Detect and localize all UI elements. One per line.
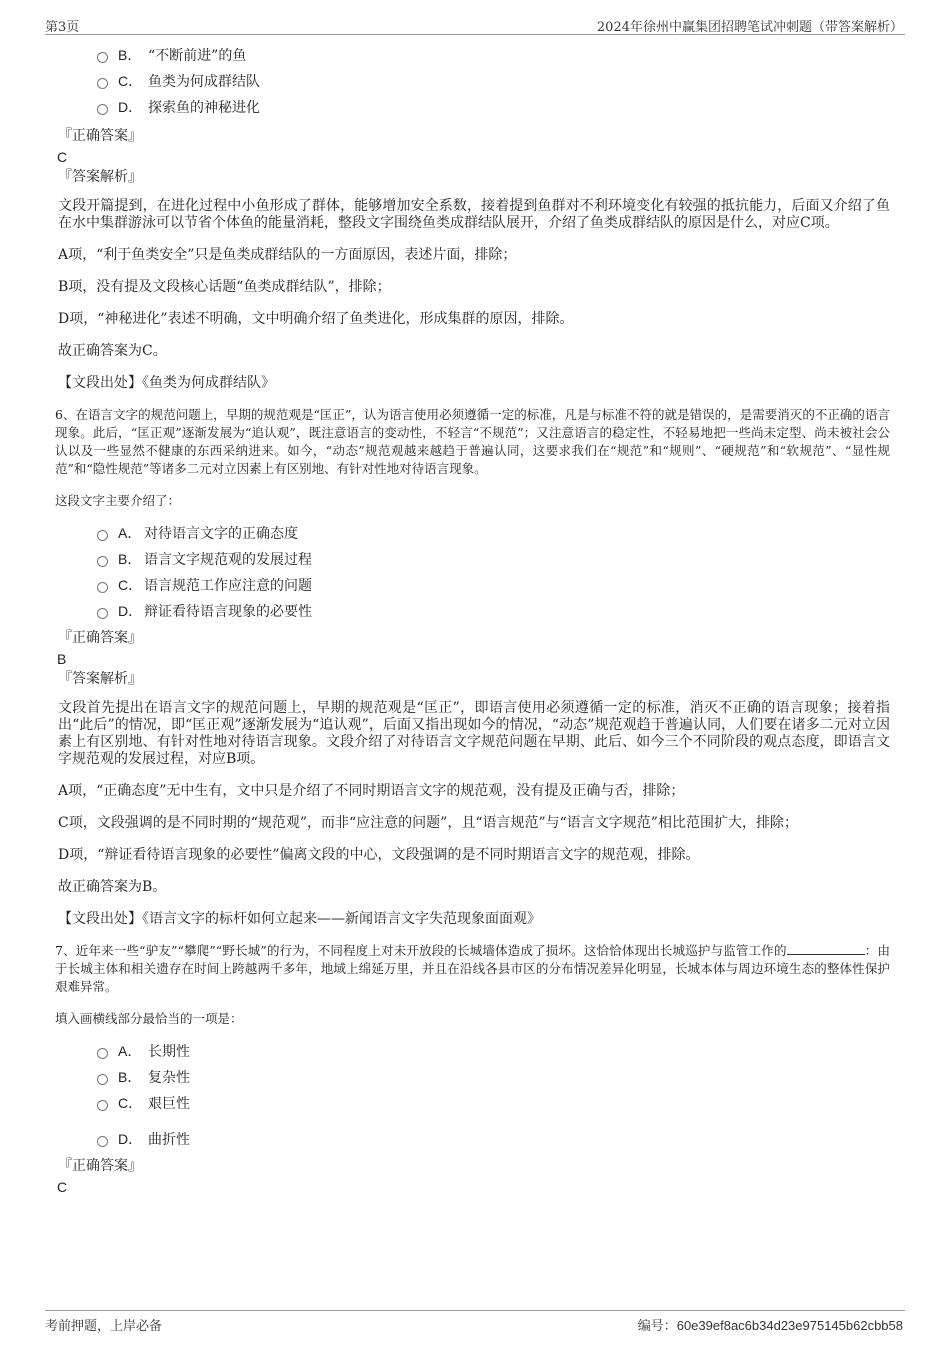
radio-icon[interactable] bbox=[97, 1048, 108, 1059]
option-d[interactable]: D． 辩证看待语言现象的必要性 bbox=[97, 598, 890, 624]
option-a[interactable]: A． 长期性 bbox=[97, 1038, 890, 1064]
answer-label: 『正确答案』 bbox=[58, 128, 142, 144]
page-footer bbox=[45, 1310, 905, 1333]
radio-icon[interactable] bbox=[97, 582, 108, 593]
q7-options bbox=[55, 1038, 890, 1152]
answer-label: 『正确答案』 bbox=[58, 1158, 142, 1174]
radio-icon[interactable] bbox=[97, 1074, 108, 1085]
option-d[interactable]: D． 曲折性 bbox=[97, 1126, 890, 1152]
analysis-note: A项，“正确态度”无中生有，文中只是介绍了不同时期语言文字的规范观，没有提及正确与否，排除； bbox=[58, 783, 685, 799]
option-b[interactable]: B． 语言文字规范观的发展过程 bbox=[97, 546, 890, 572]
analysis-label: 『答案解析』 bbox=[58, 671, 142, 687]
option-c[interactable]: C． 艰巨性 bbox=[97, 1090, 890, 1116]
analysis-note: C项，文段强调的是不同时期的“规范观”，而非“应注意的问题”，且“语言规范”与“语言文字规范”相比范围扩大，排除； bbox=[58, 815, 798, 831]
analysis-note: D项，“辩证看待语言现象的必要性”偏离文段的中心，文段强调的是不同时期语言文字的规范观，排除。 bbox=[58, 847, 700, 863]
analysis-note: D项，“神秘进化”表述不明确，文中明确介绍了鱼类进化，形成集群的原因，排除。 bbox=[58, 311, 574, 327]
question-text: 7、近年来一些“驴友”“攀爬”“野长城”的行为，不同程度上对未开放段的长城墙体造成了损坏。这恰恰体现出长城巡护与监管工作的 ：由于长城主体和相关遗存在时间上跨越两千多年，地域上绵延万里，并且在沿线各县市区的分布情况差异化明显，长城本体与周边环境生态的整体性保护艰难异常。 bbox=[55, 943, 890, 994]
radio-icon[interactable] bbox=[97, 52, 108, 63]
footer-slogan: 考前押题，上岸必备 bbox=[45, 1319, 163, 1334]
analysis-text: 文段开篇提到，在进化过程中小鱼形成了群体，能够增加安全系数，接着提到鱼群对不利环境变化有较强的抵抗能力，后面又介绍了鱼在水中集群游泳可以节省个体鱼的能量消耗，整段文字围绕鱼类成群结队展开，介绍了鱼类成群结队的原因是什么，对应C项。 bbox=[58, 198, 890, 231]
answer-label: 『正确答案』 bbox=[58, 630, 142, 646]
option-c[interactable]: C． 鱼类为何成群结队 bbox=[97, 68, 890, 94]
source-citation: 【文段出处】《鱼类为何成群结队》 bbox=[58, 375, 275, 391]
page-number: 第3页 bbox=[45, 20, 80, 35]
document-body bbox=[55, 42, 890, 1197]
analysis-note: A项，“利于鱼类安全”只是鱼类成群结队的一方面原因，表述片面，排除； bbox=[58, 247, 517, 263]
answer-value: B bbox=[57, 651, 67, 667]
answer-value: C bbox=[57, 1179, 68, 1195]
analysis-note: B项，没有提及文段核心话题“鱼类成群结队”，排除； bbox=[58, 279, 391, 295]
option-b[interactable]: B． 复杂性 bbox=[97, 1064, 890, 1090]
answer-value: C bbox=[57, 149, 68, 165]
option-a[interactable]: A． 对待语言文字的正确态度 bbox=[97, 520, 890, 546]
question-prompt: 填入画横线部分最恰当的一项是： bbox=[55, 1011, 243, 1026]
document-id: 编号：60e39ef8ac6b34d23e975145b62cbb58 bbox=[637, 1318, 903, 1334]
document-title: 2024年徐州中赢集团招聘笔试冲刺题（带答案解析） bbox=[596, 20, 903, 35]
analysis-conclusion: 故正确答案为C。 bbox=[58, 343, 167, 359]
radio-icon[interactable] bbox=[97, 104, 108, 115]
option-d[interactable]: D． 探索鱼的神秘进化 bbox=[97, 94, 890, 120]
radio-icon[interactable] bbox=[97, 556, 108, 567]
q6-options bbox=[55, 520, 890, 624]
radio-icon[interactable] bbox=[97, 530, 108, 541]
q5-options bbox=[55, 42, 890, 120]
question-text: 6、在语言文字的规范问题上，早期的规范观是“匡正”，认为语言使用必须遵循一定的标准，凡是与标准不符的就是错误的，是需要消灭的不正确的语言现象。此后，“匡正观”逐渐发展为“追认观”，既注意语言的变动性，不轻言“不规范”；又注意语言的稳定性，不轻易地把一些尚未定型、尚未被社会公认以及一些显然不健康的东西采纳进来。如今，“动态”规范观越来越趋于普遍认同，这要求我们在“规范”和“规则”、“硬规范”和“软规范”、“显性规范”和“隐性规范”等诸多二元对立因素上有区别地、有针对性地对待语言现象。 bbox=[55, 407, 890, 476]
fill-blank bbox=[787, 942, 865, 955]
radio-icon[interactable] bbox=[97, 1100, 108, 1111]
analysis-conclusion: 故正确答案为B。 bbox=[58, 879, 167, 895]
source-citation: 【文段出处】《语言文字的标杆如何立起来——新闻语言文字失范现象面面观》 bbox=[58, 911, 541, 927]
option-b[interactable]: B． “不断前进”的鱼 bbox=[97, 42, 890, 68]
radio-icon[interactable] bbox=[97, 78, 108, 89]
page-header bbox=[45, 14, 905, 35]
option-c[interactable]: C． 语言规范工作应注意的问题 bbox=[97, 572, 890, 598]
analysis-label: 『答案解析』 bbox=[58, 169, 142, 185]
radio-icon[interactable] bbox=[97, 1136, 108, 1147]
radio-icon[interactable] bbox=[97, 608, 108, 619]
analysis-text: 文段首先提出在语言文字的规范问题上，早期的规范观是“匡正”，即语言使用必须遵循一定的标准，消灭不正确的语言现象；接着指出“此后”的情况，即“匡正观”逐渐发展为“追认观”，后面又指出现如今的情况，“动态”规范观趋于普遍认同，人们要在诸多二元对立因素上有区别地、有针对性地对待语言现象。文段介绍了对待语言文字规范问题在早期、此后、如今三个不同阶段的观点态度，即语言文字规范观的发展过程，对应B项。 bbox=[58, 700, 890, 767]
question-prompt: 这段文字主要介绍了： bbox=[55, 493, 181, 508]
